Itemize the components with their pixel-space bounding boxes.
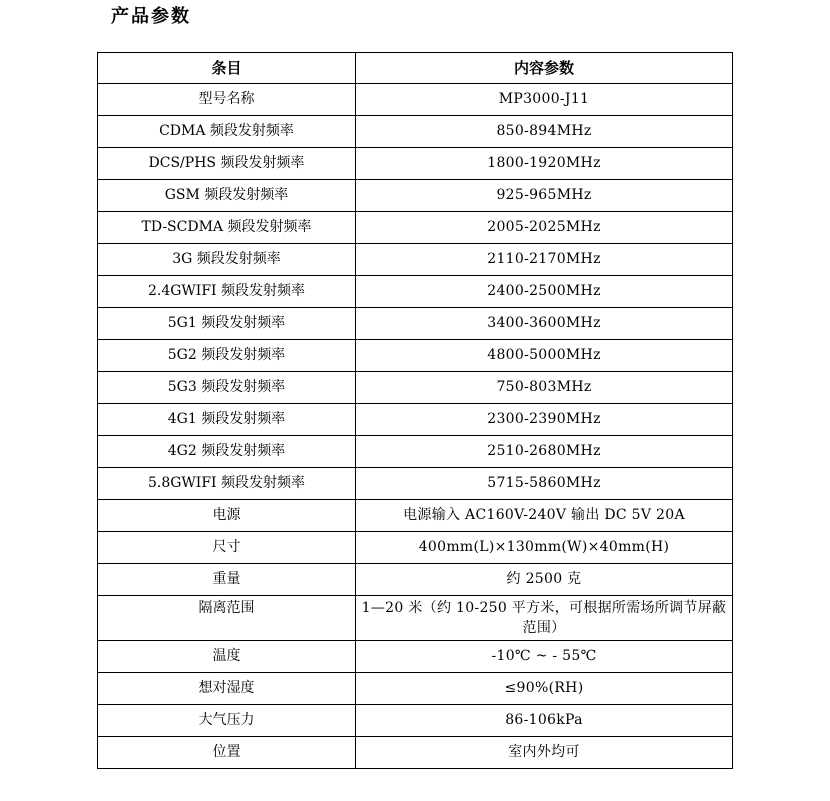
cell-value: 1—20 米（约 10-250 平方米，可根据所需场所调节屏蔽范围）: [356, 596, 733, 641]
cell-value: 750-803MHz: [356, 372, 733, 404]
column-header-value: 内容参数: [356, 53, 733, 84]
cell-item: 3G 频段发射频率: [98, 244, 356, 276]
table-row: [98, 705, 733, 737]
cell-value: 850-894MHz: [356, 116, 733, 148]
cell-value: 400mm(L)×130mm(W)×40mm(H): [356, 532, 733, 564]
table-row: [98, 372, 733, 404]
cell-item: DCS/PHS 频段发射频率: [98, 148, 356, 180]
cell-value: 86-106kPa: [356, 705, 733, 737]
cell-item: 想对湿度: [98, 673, 356, 705]
table-row: [98, 737, 733, 769]
cell-value: 2110-2170MHz: [356, 244, 733, 276]
cell-item: 4G2 频段发射频率: [98, 436, 356, 468]
table-row: [98, 244, 733, 276]
table-row: [98, 340, 733, 372]
cell-item: 5.8GWIFI 频段发射频率: [98, 468, 356, 500]
cell-value: ≤90%(RH): [356, 673, 733, 705]
table-row: [98, 436, 733, 468]
cell-item: 2.4GWIFI 频段发射频率: [98, 276, 356, 308]
cell-item: 温度: [98, 641, 356, 673]
column-header-item: 条目: [98, 53, 356, 84]
cell-item: 尺寸: [98, 532, 356, 564]
cell-value: 3400-3600MHz: [356, 308, 733, 340]
cell-item: 位置: [98, 737, 356, 769]
cell-item: CDMA 频段发射频率: [98, 116, 356, 148]
table-row: [98, 84, 733, 116]
table-row: [98, 564, 733, 596]
cell-value: -10℃ ~ - 55℃: [356, 641, 733, 673]
table-row: [98, 116, 733, 148]
table-row: [98, 596, 733, 641]
cell-value: MP3000-J11: [356, 84, 733, 116]
table-row: [98, 404, 733, 436]
page-title: 产品参数: [111, 6, 191, 27]
table-row: [98, 468, 733, 500]
cell-item: TD-SCDMA 频段发射频率: [98, 212, 356, 244]
table-row: [98, 500, 733, 532]
cell-value: 925-965MHz: [356, 180, 733, 212]
table-header-row: [98, 53, 733, 84]
cell-item: 5G1 频段发射频率: [98, 308, 356, 340]
cell-value: 2300-2390MHz: [356, 404, 733, 436]
cell-item: 型号名称: [98, 84, 356, 116]
cell-value: 电源输入 AC160V-240V 输出 DC 5V 20A: [356, 500, 733, 532]
cell-value: 约 2500 克: [356, 564, 733, 596]
table-row: [98, 532, 733, 564]
table-row: [98, 180, 733, 212]
cell-value: 4800-5000MHz: [356, 340, 733, 372]
cell-value: 2400-2500MHz: [356, 276, 733, 308]
cell-value: 2005-2025MHz: [356, 212, 733, 244]
cell-item: 5G3 频段发射频率: [98, 372, 356, 404]
table-row: [98, 276, 733, 308]
table-row: [98, 212, 733, 244]
table-row: [98, 148, 733, 180]
cell-value: 室内外均可: [356, 737, 733, 769]
cell-item: 5G2 频段发射频率: [98, 340, 356, 372]
table-row: [98, 641, 733, 673]
cell-value: 2510-2680MHz: [356, 436, 733, 468]
cell-value: 1800-1920MHz: [356, 148, 733, 180]
cell-value: 5715-5860MHz: [356, 468, 733, 500]
table-row: [98, 308, 733, 340]
cell-item: 大气压力: [98, 705, 356, 737]
table-row: [98, 673, 733, 705]
cell-item: 重量: [98, 564, 356, 596]
cell-item: 隔离范围: [98, 596, 356, 641]
cell-item: 4G1 频段发射频率: [98, 404, 356, 436]
spec-table: [97, 52, 733, 769]
cell-item: 电源: [98, 500, 356, 532]
cell-item: GSM 频段发射频率: [98, 180, 356, 212]
